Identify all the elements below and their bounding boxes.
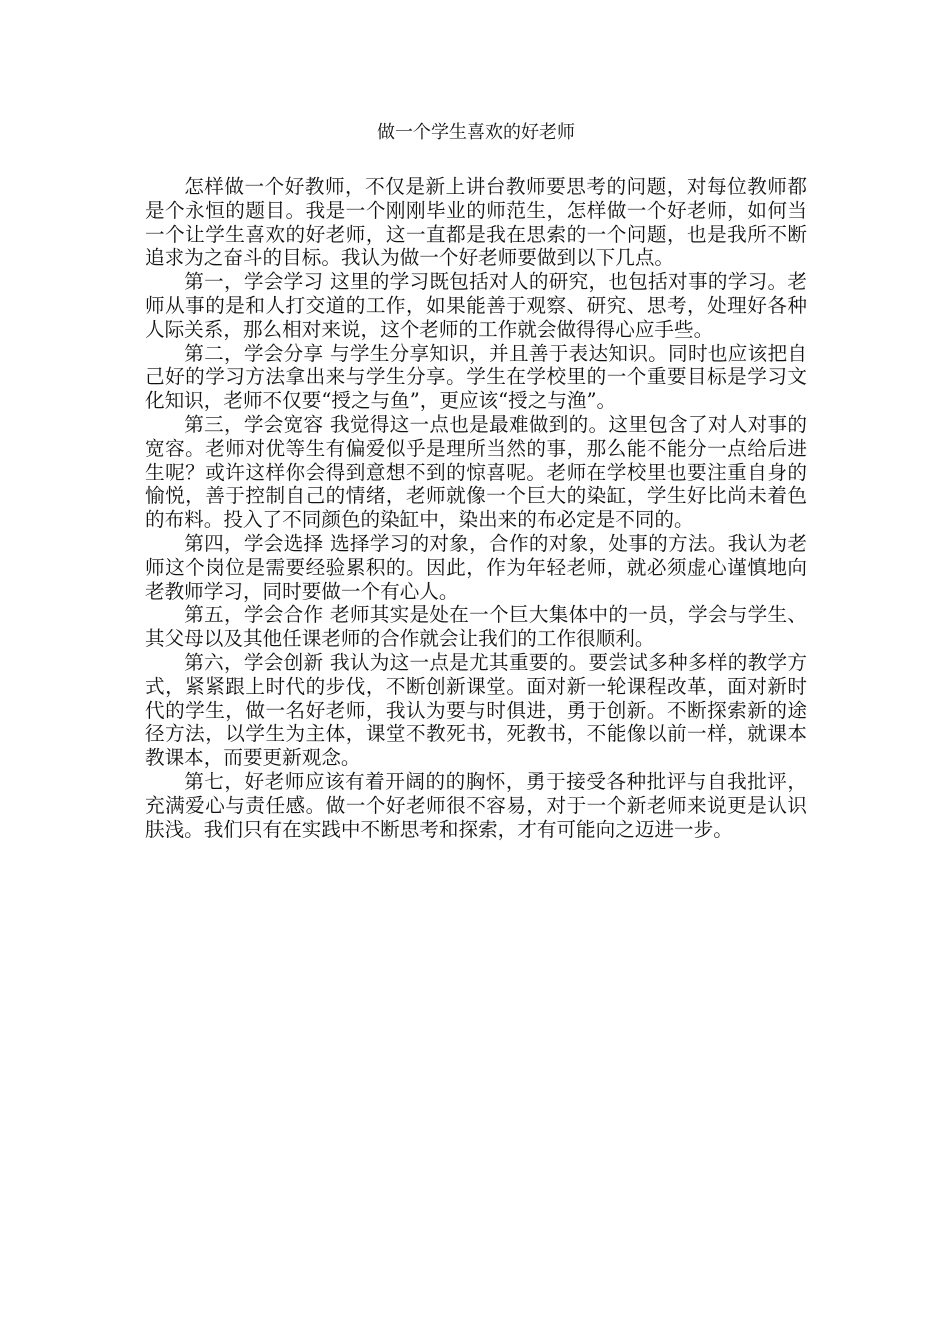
paragraph-point-2: 第二，学会分享 与学生分享知识，并且善于表达知识。同时也应该把自己好的学习方法拿出来与学生分享。学生在学校里的一个重要目标是学习文化知识，老师不仅要“授之与鱼”，更应该“授之与渔”。 xyxy=(145,341,807,413)
paragraph-point-5: 第五，学会合作 老师其实是处在一个巨大集体中的一员，学会与学生、其父母以及其他任课老师的合作就会让我们的工作很顺利。 xyxy=(145,603,807,651)
paragraph-point-7: 第七，好老师应该有着开阔的的胸怀，勇于接受各种批评与自我批评，充满爱心与责任感。做一个好老师很不容易，对于一个新老师来说更是认识肤浅。我们只有在实践中不断思考和探索，才有可能向之迈进一步。 xyxy=(145,769,807,841)
paragraph-point-6: 第六，学会创新 我认为这一点是尤其重要的。要尝试多种多样的教学方式，紧紧跟上时代的步伐，不断创新课堂。面对新一轮课程改革，面对新时代的学生，做一名好老师，我认为要与时俱进，勇于创新。不断探索新的途径方法，以学生为主体，课堂不教死书，死教书，不能像以前一样，就课本教课本，而要更新观念。 xyxy=(145,650,807,770)
document-page xyxy=(145,118,807,841)
paragraph-point-4: 第四，学会选择 选择学习的对象，合作的对象，处事的方法。我认为老师这个岗位是需要经验累积的。因此，作为年轻老师，就必须虚心谨慎地向老教师学习，同时要做一个有心人。 xyxy=(145,531,807,603)
paragraph-point-1: 第一，学会学习 这里的学习既包括对人的研究，也包括对事的学习。老师从事的是和人打交道的工作，如果能善于观察、研究、思考，处理好各种人际关系，那么相对来说，这个老师的工作就会做得得心应手些。 xyxy=(145,270,807,341)
paragraph-point-3: 第三，学会宽容 我觉得这一点也是最难做到的。这里包含了对人对事的宽容。老师对优等生有偏爱似乎是理所当然的事，那么能不能分一点给后进生呢？或许这样你会得到意想不到的惊喜呢。老师在学校里也要注重自身的愉悦，善于控制自己的情绪，老师就像一个巨大的染缸，学生好比尚未着色的布料。投入了不同颜色的染缸中，染出来的布必定是不同的。 xyxy=(145,412,807,532)
document-title: 做一个学生喜欢的好老师 xyxy=(377,122,575,143)
paragraph-intro: 怎样做一个好教师，不仅是新上讲台教师要思考的问题，对每位教师都是个永恒的题目。我是一个刚刚毕业的师范生，怎样做一个好老师，如何当一个让学生喜欢的好老师，这一直都是我在思索的一个问题，也是我所不断追求为之奋斗的目标。我认为做一个好老师要做到以下几点。 xyxy=(145,175,807,270)
